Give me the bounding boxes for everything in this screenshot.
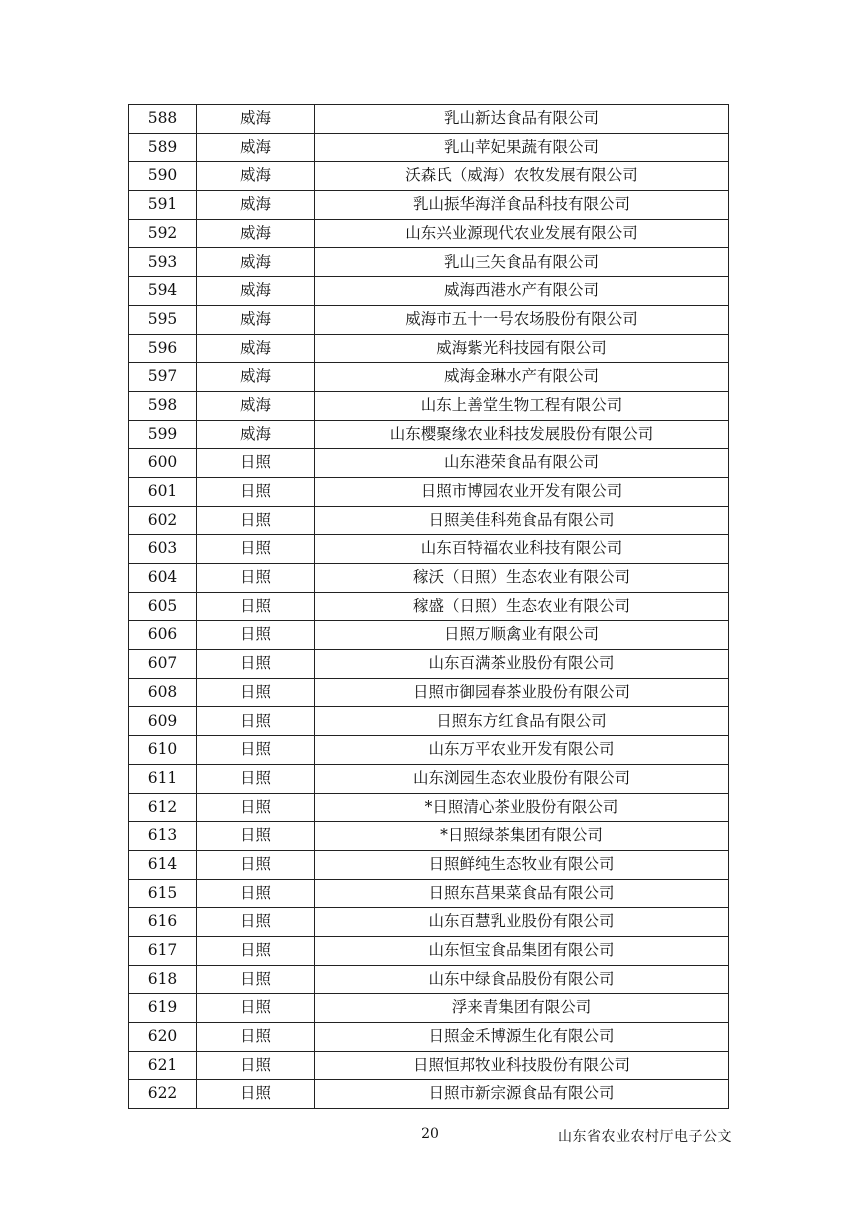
company-name-cell: 沃森氏（威海）农牧发展有限公司 (315, 162, 729, 191)
row-number-cell: 619 (129, 994, 197, 1023)
company-name-cell: 山东港荣食品有限公司 (315, 449, 729, 478)
table-row (129, 535, 729, 564)
company-name-cell: 日照市博园农业开发有限公司 (315, 477, 729, 506)
company-name-cell: 浮来青集团有限公司 (315, 994, 729, 1023)
row-number-cell: 618 (129, 965, 197, 994)
table-row (129, 277, 729, 306)
city-cell: 日照 (197, 822, 315, 851)
city-cell: 威海 (197, 334, 315, 363)
table-row (129, 391, 729, 420)
row-number-cell: 607 (129, 650, 197, 679)
city-cell: 威海 (197, 133, 315, 162)
city-cell: 日照 (197, 707, 315, 736)
city-cell: 日照 (197, 994, 315, 1023)
city-cell: 日照 (197, 764, 315, 793)
company-name-cell: 威海市五十一号农场股份有限公司 (315, 305, 729, 334)
company-name-cell: 日照东方红食品有限公司 (315, 707, 729, 736)
company-name-cell: 山东兴业源现代农业发展有限公司 (315, 219, 729, 248)
company-name-cell: 山东百慧乳业股份有限公司 (315, 908, 729, 937)
table-row (129, 736, 729, 765)
table-row (129, 334, 729, 363)
company-name-cell: 山东樱聚缘农业科技发展股份有限公司 (315, 420, 729, 449)
page-number: 20 (421, 1126, 439, 1142)
table-row (129, 793, 729, 822)
row-number-cell: 589 (129, 133, 197, 162)
table-row (129, 248, 729, 277)
table-row (129, 879, 729, 908)
company-name-cell: 乳山新达食品有限公司 (315, 105, 729, 134)
company-name-cell: 乳山振华海洋食品科技有限公司 (315, 191, 729, 220)
table-row (129, 621, 729, 650)
table-row (129, 1023, 729, 1052)
company-name-cell: 山东上善堂生物工程有限公司 (315, 391, 729, 420)
table-row (129, 363, 729, 392)
company-name-cell: 威海紫光科技园有限公司 (315, 334, 729, 363)
company-name-cell: 日照美佳科苑食品有限公司 (315, 506, 729, 535)
city-cell: 日照 (197, 678, 315, 707)
company-name-cell: *日照绿茶集团有限公司 (315, 822, 729, 851)
company-name-cell: 山东浏园生态农业股份有限公司 (315, 764, 729, 793)
city-cell: 威海 (197, 191, 315, 220)
city-cell: 日照 (197, 449, 315, 478)
row-number-cell: 615 (129, 879, 197, 908)
company-name-cell: 日照鲜纯生态牧业有限公司 (315, 850, 729, 879)
company-name-cell: 山东万平农业开发有限公司 (315, 736, 729, 765)
table-row (129, 764, 729, 793)
company-name-cell: 日照万顺禽业有限公司 (315, 621, 729, 650)
city-cell: 日照 (197, 1023, 315, 1052)
city-cell: 威海 (197, 305, 315, 334)
city-cell: 日照 (197, 506, 315, 535)
city-cell: 威海 (197, 105, 315, 134)
company-name-cell: 威海西港水产有限公司 (315, 277, 729, 306)
row-number-cell: 599 (129, 420, 197, 449)
row-number-cell: 596 (129, 334, 197, 363)
table-row (129, 305, 729, 334)
table-row (129, 908, 729, 937)
row-number-cell: 600 (129, 449, 197, 478)
table-row (129, 965, 729, 994)
document-source: 山东省农业农村厅电子公文 (558, 1129, 732, 1145)
row-number-cell: 605 (129, 592, 197, 621)
company-name-cell: 日照市御园春茶业股份有限公司 (315, 678, 729, 707)
city-cell: 日照 (197, 879, 315, 908)
city-cell: 日照 (197, 621, 315, 650)
table-row (129, 1080, 729, 1109)
table-row (129, 105, 729, 134)
city-cell: 日照 (197, 908, 315, 937)
table-row (129, 850, 729, 879)
table-row (129, 678, 729, 707)
company-name-cell: 山东百满茶业股份有限公司 (315, 650, 729, 679)
city-cell: 日照 (197, 477, 315, 506)
table-row (129, 449, 729, 478)
table-row (129, 564, 729, 593)
row-number-cell: 622 (129, 1080, 197, 1109)
table-row (129, 994, 729, 1023)
row-number-cell: 603 (129, 535, 197, 564)
table-row (129, 822, 729, 851)
city-cell: 日照 (197, 592, 315, 621)
row-number-cell: 611 (129, 764, 197, 793)
city-cell: 威海 (197, 219, 315, 248)
row-number-cell: 593 (129, 248, 197, 277)
row-number-cell: 617 (129, 936, 197, 965)
table-row (129, 162, 729, 191)
company-name-cell: 稼沃（日照）生态农业有限公司 (315, 564, 729, 593)
table-row (129, 133, 729, 162)
company-name-cell: 威海金琳水产有限公司 (315, 363, 729, 392)
row-number-cell: 601 (129, 477, 197, 506)
city-cell: 日照 (197, 736, 315, 765)
company-name-cell: 日照东莒果菜食品有限公司 (315, 879, 729, 908)
table-row (129, 1051, 729, 1080)
row-number-cell: 606 (129, 621, 197, 650)
city-cell: 威海 (197, 420, 315, 449)
company-name-cell: 山东百特福农业科技有限公司 (315, 535, 729, 564)
row-number-cell: 588 (129, 105, 197, 134)
company-name-cell: 日照金禾博源生化有限公司 (315, 1023, 729, 1052)
table-row (129, 191, 729, 220)
company-name-cell: 日照恒邦牧业科技股份有限公司 (315, 1051, 729, 1080)
row-number-cell: 612 (129, 793, 197, 822)
company-name-cell: 日照市新宗源食品有限公司 (315, 1080, 729, 1109)
city-cell: 威海 (197, 162, 315, 191)
row-number-cell: 597 (129, 363, 197, 392)
row-number-cell: 620 (129, 1023, 197, 1052)
table-row (129, 592, 729, 621)
table-row (129, 477, 729, 506)
city-cell: 日照 (197, 936, 315, 965)
table-row (129, 219, 729, 248)
row-number-cell: 590 (129, 162, 197, 191)
row-number-cell: 610 (129, 736, 197, 765)
company-name-cell: *日照清心茶业股份有限公司 (315, 793, 729, 822)
row-number-cell: 594 (129, 277, 197, 306)
row-number-cell: 621 (129, 1051, 197, 1080)
table-row (129, 650, 729, 679)
row-number-cell: 609 (129, 707, 197, 736)
city-cell: 日照 (197, 1080, 315, 1109)
table-row (129, 506, 729, 535)
row-number-cell: 604 (129, 564, 197, 593)
city-cell: 日照 (197, 1051, 315, 1080)
city-cell: 威海 (197, 363, 315, 392)
row-number-cell: 602 (129, 506, 197, 535)
city-cell: 威海 (197, 277, 315, 306)
row-number-cell: 592 (129, 219, 197, 248)
city-cell: 日照 (197, 650, 315, 679)
row-number-cell: 613 (129, 822, 197, 851)
enterprise-table (128, 104, 729, 1109)
row-number-cell: 608 (129, 678, 197, 707)
table-row (129, 707, 729, 736)
city-cell: 日照 (197, 965, 315, 994)
company-name-cell: 乳山三矢食品有限公司 (315, 248, 729, 277)
company-name-cell: 稼盛（日照）生态农业有限公司 (315, 592, 729, 621)
table-row (129, 936, 729, 965)
city-cell: 日照 (197, 564, 315, 593)
row-number-cell: 616 (129, 908, 197, 937)
table-row (129, 420, 729, 449)
city-cell: 日照 (197, 535, 315, 564)
row-number-cell: 591 (129, 191, 197, 220)
row-number-cell: 614 (129, 850, 197, 879)
row-number-cell: 598 (129, 391, 197, 420)
city-cell: 日照 (197, 793, 315, 822)
row-number-cell: 595 (129, 305, 197, 334)
city-cell: 威海 (197, 248, 315, 277)
company-name-cell: 山东中绿食品股份有限公司 (315, 965, 729, 994)
company-name-cell: 山东恒宝食品集团有限公司 (315, 936, 729, 965)
company-name-cell: 乳山苹妃果蔬有限公司 (315, 133, 729, 162)
city-cell: 日照 (197, 850, 315, 879)
enterprise-table-body (129, 105, 729, 1109)
city-cell: 威海 (197, 391, 315, 420)
